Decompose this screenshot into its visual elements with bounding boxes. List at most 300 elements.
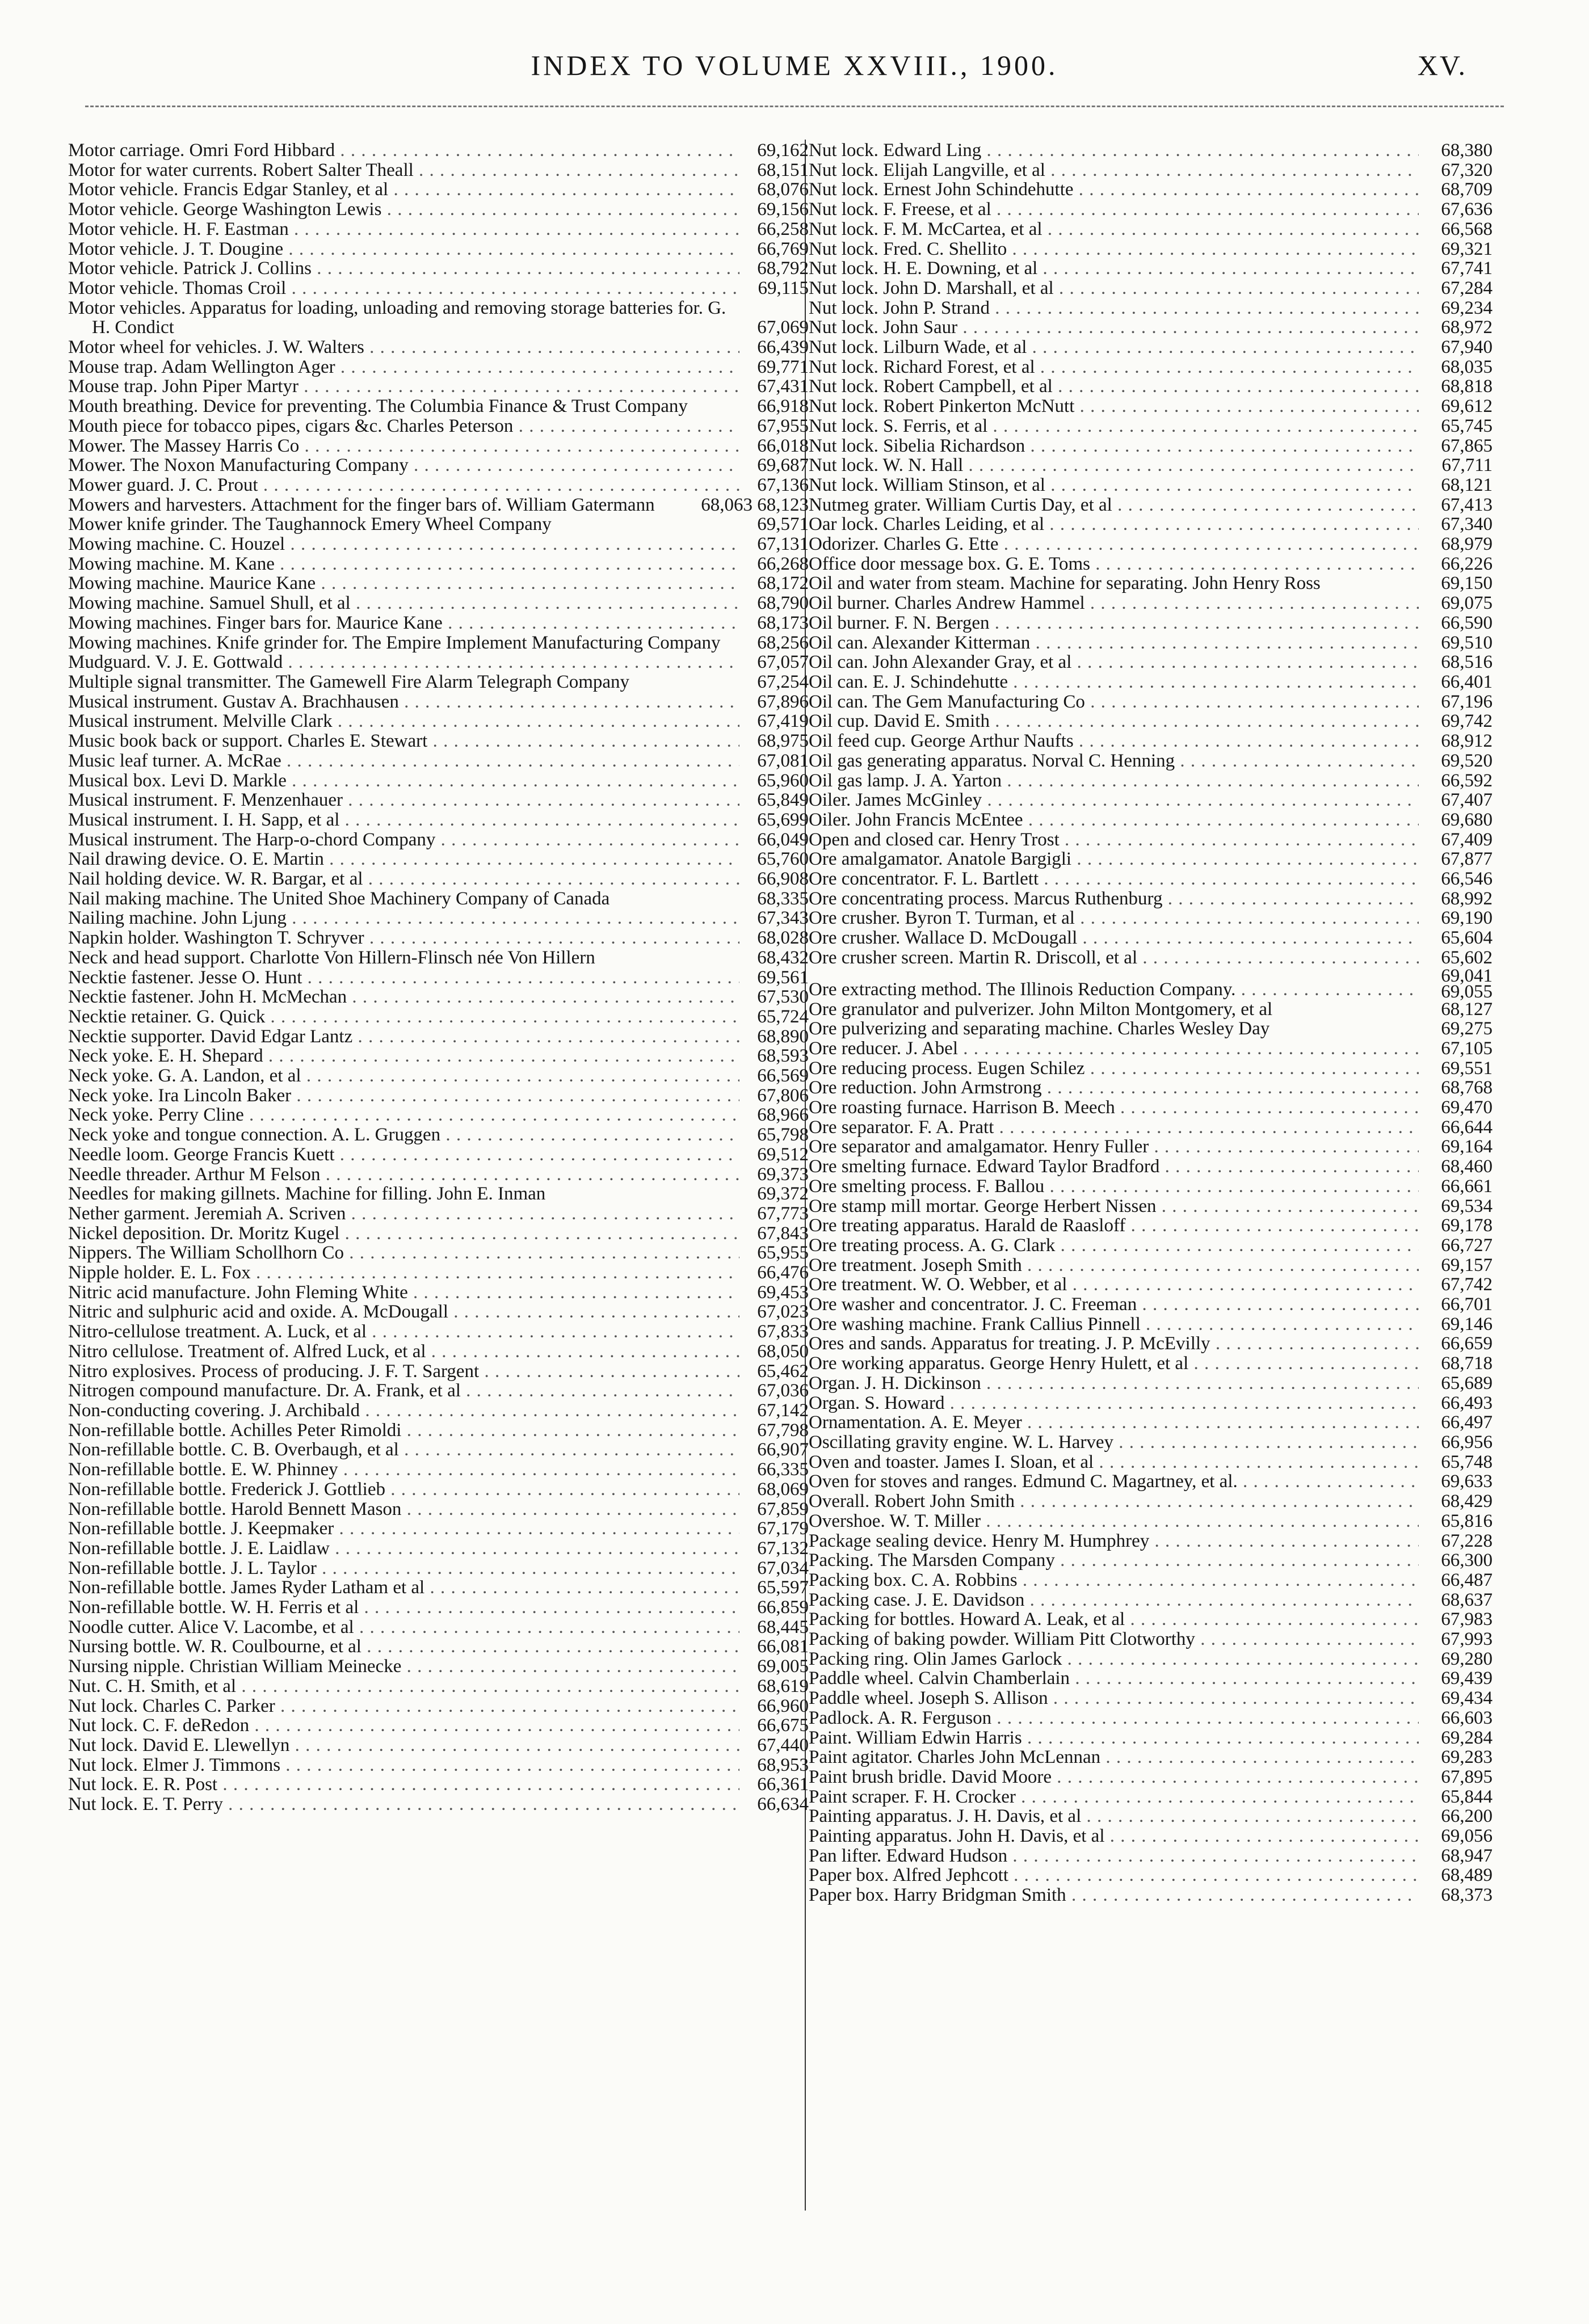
patent-number: 66,476 [757, 1262, 809, 1283]
index-entry [68, 1105, 809, 1125]
entry-text: Mowers and harvesters. Attachment for the finger bars of. William Gatermann [68, 495, 655, 515]
index-entry [68, 731, 809, 751]
patent-number: 66,018 [757, 435, 809, 456]
entry-text: Nut lock. Sibelia Richardson . . . [809, 436, 1419, 456]
patent-number: 69,284 [1441, 1727, 1493, 1748]
patent-number-first: 69,041 [1441, 965, 1493, 986]
patent-number: 67,843 [757, 1223, 809, 1244]
entry-text: Painting apparatus. J. H. Davis, et al . . . [809, 1807, 1419, 1826]
entry-text: Needles for making gillnets. Machine for filling. John E. Inman [68, 1184, 546, 1204]
entry-text: Motor vehicles. Apparatus for loading, unloading and removing storage batteries for. G. H. Condict [68, 298, 726, 338]
index-entry [809, 1334, 1493, 1354]
patent-number: 66,258 [757, 218, 809, 239]
patent-number: 66,908 [757, 869, 809, 890]
patent-number: 69,520 [1441, 750, 1493, 771]
patent-number: 66,661 [1441, 1176, 1493, 1197]
entry-text: Neck yoke and tongue connection. A. L. Gruggen . . . [68, 1125, 739, 1145]
patent-number: 69,439 [1441, 1668, 1493, 1689]
patent-number: 67,741 [1441, 258, 1493, 279]
index-entry [809, 1826, 1493, 1846]
index-entry [809, 338, 1493, 357]
index-entry [809, 1393, 1493, 1413]
entry-text: Nut lock. John P. Strand . . . [809, 298, 1419, 318]
index-entry [68, 1500, 809, 1519]
index-entry [809, 1728, 1493, 1748]
index-entry [68, 1559, 809, 1578]
index-entry [68, 810, 809, 830]
patent-number: 67,407 [1441, 790, 1493, 811]
index-entry [68, 593, 809, 613]
entry-text: Nitro explosives. Process of producing. J. F. T. Sargent . . . [68, 1362, 739, 1382]
index-entry [68, 141, 809, 161]
index-entry [809, 239, 1493, 259]
index-entry [68, 338, 809, 357]
patent-number: 67,711 [1441, 455, 1493, 476]
entry-text: Nut lock. Charles C. Parker . . . [68, 1696, 739, 1716]
index-entry [68, 574, 809, 593]
patent-number: 67,419 [757, 711, 809, 732]
patent-number: 68,373 [1441, 1885, 1493, 1906]
index-entry [68, 1539, 809, 1559]
entry-text: Nut lock. John Saur . . . [809, 318, 1419, 338]
entry-text: Nitro-cellulose treatment. A. Luck, et al . . . [68, 1322, 739, 1342]
entry-text: Motor wheel for vehicles. J. W. Walters . . . [68, 338, 739, 357]
entry-text: Nut lock. E. R. Post . . . [68, 1775, 739, 1795]
index-entry [809, 889, 1493, 909]
entry-text: Paddle wheel. Joseph S. Allison . . . [809, 1689, 1419, 1708]
entry-text: Napkin holder. Washington T. Schryver . . . [68, 928, 739, 948]
entry-text: Painting apparatus. John H. Davis, et al . . . [809, 1826, 1419, 1846]
index-entry [68, 1677, 809, 1696]
entry-text: Padlock. A. R. Ferguson . . . [809, 1708, 1419, 1728]
patent-number: 65,760 [757, 849, 809, 870]
index-entry [68, 1618, 809, 1637]
entry-text: Nut lock. H. E. Downing, et al . . . [809, 259, 1419, 279]
patent-number: 69,190 [1441, 908, 1493, 929]
index-entry [68, 180, 809, 200]
patent-number: 68,619 [757, 1675, 809, 1696]
patent-number: 66,546 [1441, 869, 1493, 890]
patent-number: 67,833 [757, 1321, 809, 1342]
index-entry [809, 397, 1493, 416]
index-entry [809, 1197, 1493, 1216]
patent-number: 68,256 [757, 632, 809, 653]
index-entry [809, 161, 1493, 180]
patent-number: 67,636 [1441, 199, 1493, 220]
patent-number: 69,162 [757, 140, 809, 161]
header-rule [85, 106, 1504, 107]
index-entry [68, 889, 809, 909]
entry-text: Motor vehicle. J. T. Dougine . . . [68, 239, 739, 259]
index-entry [809, 180, 1493, 200]
patent-number: 66,493 [1441, 1392, 1493, 1413]
entry-text: Mower. The Massey Harris Co . . . [68, 436, 739, 456]
entry-text: Packing of baking powder. William Pitt Clotworthy . . . [809, 1630, 1419, 1649]
index-entry [68, 1224, 809, 1244]
entry-text: Package sealing device. Henry M. Humphrey . . . [809, 1531, 1419, 1551]
entry-text: Ore separator. F. A. Pratt . . . [809, 1118, 1419, 1138]
entry-text: Packing box. C. A. Robbins . . . [809, 1571, 1419, 1590]
patent-number: 69,283 [1441, 1747, 1493, 1768]
entry-text: Oil gas lamp. J. A. Yarton . . . [809, 771, 1419, 791]
patent-number: 67,440 [757, 1734, 809, 1755]
patent-number: 68,792 [757, 258, 809, 279]
patent-number: 68,912 [1441, 731, 1493, 752]
entry-text: Non-conducting covering. J. Archibald . . . [68, 1401, 739, 1421]
patent-number: 65,724 [757, 1006, 809, 1027]
patent-number: 68,429 [1441, 1491, 1493, 1512]
index-entry [809, 751, 1493, 771]
patent-number: 67,865 [1441, 435, 1493, 456]
index-entry [68, 397, 809, 416]
patent-number: 65,689 [1441, 1372, 1493, 1393]
index-entry [809, 1669, 1493, 1689]
index-entry [68, 1027, 809, 1047]
index-entry [68, 711, 809, 731]
entry-text: Oil can. John Alexander Gray, et al . . . [809, 652, 1419, 672]
entry-text: Open and closed car. Henry Trost . . . [809, 830, 1419, 850]
entry-text: Non-refillable bottle. W. H. Ferris et al . . . [68, 1598, 739, 1618]
entry-text: Nut. C. H. Smith, et al . . . [68, 1677, 739, 1696]
entry-text: Oil and water from steam. Machine for separating. John Henry Ross [809, 574, 1321, 594]
patent-number: 67,023 [757, 1302, 809, 1323]
patent-number: 66,590 [1441, 612, 1493, 633]
patent-number: 68,335 [757, 888, 809, 909]
index-entry [68, 554, 809, 574]
patent-number: 69,005 [757, 1656, 809, 1677]
patent-number: 65,597 [757, 1577, 809, 1598]
index-entry [809, 515, 1493, 534]
patent-number: 65,955 [757, 1243, 809, 1264]
patent-number: 69,164 [1441, 1136, 1493, 1157]
index-entry [809, 1590, 1493, 1610]
index-entry [68, 377, 809, 397]
index-entry [68, 1283, 809, 1303]
entry-text: Ore washing machine. Frank Callius Pinnell . . . [809, 1315, 1419, 1334]
index-entry [68, 1440, 809, 1460]
patent-number: 68,966 [757, 1105, 809, 1126]
patent-number: 68,121 [1441, 474, 1493, 495]
entry-text: Ores and sands. Apparatus for treating. J. P. McEvilly . . . [809, 1334, 1419, 1354]
entry-text: Ore washer and concentrator. J. C. Freeman . . . [809, 1295, 1419, 1315]
index-entry [809, 633, 1493, 653]
index-entry [809, 1492, 1493, 1512]
index-entry [809, 1137, 1493, 1157]
entry-text: Nut lock. E. T. Perry . . . [68, 1795, 739, 1814]
index-entry [809, 672, 1493, 692]
index-entry [809, 810, 1493, 830]
entry-text: Nut lock. Lilburn Wade, et al . . . [809, 338, 1419, 357]
entry-text: Mowing machine. Samuel Shull, et al . . . [68, 593, 739, 613]
index-entry [809, 1039, 1493, 1059]
index-entry [68, 1125, 809, 1145]
entry-text: Packing ring. Olin James Garlock . . . [809, 1649, 1419, 1669]
index-entry [68, 1795, 809, 1814]
index-entry [809, 475, 1493, 495]
patent-number: 66,675 [757, 1715, 809, 1736]
entry-text: Non-refillable bottle. Achilles Peter Rimoldi . . . [68, 1421, 739, 1441]
entry-text: Nut lock. Edward Ling . . . [809, 141, 1419, 161]
entry-text: Paint agitator. Charles John McLennan . . . [809, 1748, 1419, 1767]
patent-number: 67,081 [757, 750, 809, 771]
index-entry [68, 1046, 809, 1066]
patent-number: 66,956 [1441, 1432, 1493, 1452]
index-entry [68, 613, 809, 633]
patent-number: 66,644 [1441, 1117, 1493, 1138]
index-entry [809, 357, 1493, 377]
entry-text: Nut lock. Richard Forest, et al . . . [809, 357, 1419, 377]
patent-number: 65,960 [757, 770, 809, 791]
index-entry [809, 436, 1493, 456]
index-entry [809, 1118, 1493, 1138]
index-entry [809, 1885, 1493, 1905]
entry-text: Oil can. E. J. Schindehutte . . . [809, 672, 1419, 692]
entry-text: Ore extracting method. The Illinois Reduction Company. . . . [809, 980, 1419, 1000]
index-entry [68, 1460, 809, 1480]
patent-number: 69,512 [757, 1144, 809, 1165]
entry-text: Nail holding device. W. R. Bargar, et al . . . [68, 869, 739, 889]
index-entry [68, 830, 809, 850]
index-entry [809, 1748, 1493, 1767]
index-entry [809, 1866, 1493, 1885]
entry-text: Nut lock. W. N. Hall . . . [809, 456, 1419, 475]
index-entry [809, 1531, 1493, 1551]
index-entry [809, 830, 1493, 850]
index-entry [68, 1421, 809, 1441]
entry-text: Neck yoke. Ira Lincoln Baker . . . [68, 1086, 739, 1106]
entry-text: Oil feed cup. George Arthur Naufts . . . [809, 731, 1419, 751]
index-entry [809, 1078, 1493, 1098]
patent-number: 66,401 [1441, 671, 1493, 692]
index-entry [809, 141, 1493, 161]
index-entry [68, 1637, 809, 1657]
entry-text: Mouth breathing. Device for preventing. The Columbia Finance & Trust Company [68, 397, 688, 416]
index-entry [68, 1243, 809, 1263]
patent-number: 66,592 [1441, 770, 1493, 791]
entry-text: Needle threader. Arthur M Felson . . . [68, 1165, 739, 1185]
patent-number: 68,709 [1441, 179, 1493, 200]
patent-number: 69,156 [757, 199, 809, 220]
entry-text: Nitric and sulphuric acid and oxide. A. McDougall . . . [68, 1302, 739, 1322]
patent-number: 68,593 [757, 1046, 809, 1067]
patent-number: 67,955 [757, 415, 809, 436]
entry-text: Nursing bottle. W. R. Coulbourne, et al . . . [68, 1637, 739, 1657]
page-number: XV. [1417, 49, 1467, 81]
patent-number: 65,844 [1441, 1786, 1493, 1807]
patent-number: 67,131 [757, 534, 809, 555]
entry-text: Ore treating apparatus. Harald de Raasloff . . . [809, 1216, 1419, 1236]
patent-number: 67,036 [757, 1380, 809, 1401]
patent-number: 67,798 [757, 1420, 809, 1441]
index-entry [68, 1263, 809, 1283]
patent-number: 65,748 [1441, 1451, 1493, 1472]
entry-text: Motor carriage. Omri Ford Hibbard . . . [68, 141, 739, 161]
patent-number: 68,890 [757, 1026, 809, 1047]
index-entry [68, 475, 809, 495]
right-column [809, 141, 1493, 1905]
index-entry [809, 200, 1493, 220]
index-entry [809, 220, 1493, 239]
entry-text: Ore granulator and pulverizer. John Milton Montgomery, et al [809, 999, 1273, 1020]
entry-text: Oil can. Alexander Kitterman . . . [809, 633, 1419, 653]
patent-number: 66,439 [757, 337, 809, 358]
index-entry [809, 1256, 1493, 1275]
entry-text: Music leaf turner. A. McRae . . . [68, 751, 739, 771]
patent-number: 69,373 [757, 1164, 809, 1185]
index-entry [809, 1767, 1493, 1787]
entry-text: Oil gas generating apparatus. Norval C. Henning . . . [809, 751, 1419, 771]
index-entry [68, 1519, 809, 1539]
index-entry [68, 948, 809, 968]
patent-number: 69,115 [758, 277, 809, 298]
entry-text: Ore roasting furnace. Harrison B. Meech . . . [809, 1098, 1419, 1118]
entry-text: Nether garment. Jeremiah A. Scriven . . . [68, 1204, 739, 1224]
index-entry [809, 574, 1493, 593]
index-entry [68, 515, 809, 534]
entry-text: Paper box. Harry Bridgman Smith . . . [809, 1885, 1419, 1905]
entry-text: Nut lock. Ernest John Schindehutte . . . [809, 180, 1419, 200]
entry-text: Mower. The Noxon Manufacturing Company . . . [68, 456, 739, 475]
index-entry [809, 1708, 1493, 1728]
index-entry [809, 790, 1493, 810]
entry-text: Ore amalgamator. Anatole Bargigli . . . [809, 849, 1419, 869]
entry-text: Necktie retainer. G. Quick . . . [68, 1007, 739, 1027]
entry-text: Musical instrument. F. Menzenhauer . . . [68, 790, 739, 810]
patent-number: 66,727 [1441, 1235, 1493, 1256]
patent-number: 68,173 [757, 612, 809, 633]
patent-number: 68,818 [1441, 376, 1493, 397]
index-entry [809, 259, 1493, 279]
entry-text: Odorizer. Charles G. Ette . . . [809, 534, 1419, 554]
entry-text: Oven for stoves and ranges. Edmund C. Magartney, et al. . . . [809, 1472, 1419, 1492]
patent-number [1424, 965, 1493, 1002]
index-entry [68, 456, 809, 475]
patent-number: 69,150 [1441, 573, 1493, 594]
entry-text: Motor vehicle. Thomas Croil . . . [68, 279, 739, 298]
entry-text: Ore stamp mill mortar. George Herbert Nissen . . . [809, 1197, 1419, 1216]
patent-number: 67,136 [757, 474, 809, 495]
index-entry [68, 1007, 809, 1027]
index-entry [68, 1775, 809, 1795]
entry-text: Nickel deposition. Dr. Moritz Kugel . . . [68, 1224, 739, 1244]
patent-number: 66,659 [1441, 1333, 1493, 1354]
patent-number: 66,907 [757, 1439, 809, 1460]
index-entry [68, 751, 809, 771]
index-entry [68, 534, 809, 554]
entry-text: Mudguard. V. J. E. Gottwald . . . [68, 652, 739, 672]
patent-number: 69,771 [757, 356, 809, 377]
index-entry [809, 495, 1493, 515]
patent-number: 67,409 [1441, 829, 1493, 850]
patent-number: 69,234 [1441, 297, 1493, 318]
patent-number-second: 69,055 [1441, 981, 1493, 1002]
left-column [68, 141, 809, 1814]
patent-number: 66,603 [1441, 1707, 1493, 1728]
index-entry [68, 1716, 809, 1736]
patent-number: 67,806 [757, 1085, 809, 1106]
index-entry [809, 1177, 1493, 1197]
entry-text: Non-refillable bottle. J. L. Taylor . . . [68, 1559, 739, 1578]
patent-number: 67,896 [757, 691, 809, 712]
entry-text: Packing for bottles. Howard A. Leak, et al . . . [809, 1610, 1419, 1630]
patent-number: 69,157 [1441, 1254, 1493, 1275]
index-entry [809, 1610, 1493, 1630]
patent-number: 68,028 [757, 928, 809, 949]
index-entry [809, 534, 1493, 554]
entry-text: Non-refillable bottle. Harold Bennett Mason . . . [68, 1500, 739, 1519]
index-entry [809, 652, 1493, 672]
patent-number: 68,947 [1441, 1845, 1493, 1866]
entry-text: Ore smelting furnace. Edward Taylor Bradford . . . [809, 1157, 1419, 1177]
index-entry [68, 220, 809, 239]
patent-number: 68,979 [1441, 534, 1493, 555]
patent-number: 69,056 [1441, 1826, 1493, 1847]
patent-number: 69,321 [1441, 238, 1493, 259]
patent-number: 65,602 [1441, 947, 1493, 968]
index-entry [68, 1086, 809, 1106]
entry-text: Mowing machines. Finger bars for. Maurice Kane . . . [68, 613, 739, 633]
index-entry [809, 1433, 1493, 1452]
patent-number: 68,975 [757, 731, 809, 752]
index-entry [68, 416, 809, 436]
entry-text: Nut lock. F. M. McCartea, et al . . . [809, 220, 1419, 239]
index-entry [809, 1413, 1493, 1433]
entry-text: Ore treating process. A. G. Clark . . . [809, 1236, 1419, 1256]
entry-text: Necktie supporter. David Edgar Lantz . . . [68, 1027, 739, 1047]
entry-text: Non-refillable bottle. J. Keepmaker . . . [68, 1519, 739, 1539]
entry-text: Mower guard. J. C. Prout . . . [68, 475, 739, 495]
patent-number: 69,561 [757, 967, 809, 988]
patent-number: 67,254 [757, 671, 809, 692]
index-entry [809, 1571, 1493, 1590]
entry-text: Neck and head support. Charlotte Von Hillern-Flinsch née Von Hillern [68, 948, 595, 968]
patent-number: 68,050 [757, 1341, 809, 1362]
entry-text: Motor for water currents. Robert Salter Theall . . . [68, 161, 739, 180]
index-entry [68, 1184, 809, 1204]
index-entry [68, 495, 809, 515]
entry-text: Oven and toaster. James I. Sloan, et al . . . [809, 1452, 1419, 1472]
entry-text: Oil cup. David E. Smith . . . [809, 711, 1419, 731]
index-entry [68, 928, 809, 948]
index-entry [68, 908, 809, 928]
patent-number: 68,972 [1441, 317, 1493, 338]
index-entry [68, 1696, 809, 1716]
patent-number: 66,497 [1441, 1412, 1493, 1433]
patent-number: 65,604 [1441, 928, 1493, 949]
entry-text: Neck yoke. G. A. Landon, et al . . . [68, 1066, 739, 1086]
index-entry [809, 1157, 1493, 1177]
patent-number: 68,718 [1441, 1353, 1493, 1374]
patent-number: 66,960 [757, 1695, 809, 1716]
index-entry [809, 1354, 1493, 1374]
index-entry [68, 1165, 809, 1185]
patent-number: 69,372 [757, 1184, 809, 1205]
entry-text: Nail making machine. The United Shoe Machinery Company of Canada [68, 889, 610, 909]
patent-number: 68,516 [1441, 652, 1493, 673]
entry-text: Non-refillable bottle. E. W. Phinney . . . [68, 1460, 739, 1480]
patent-number: 69,680 [1441, 809, 1493, 830]
index-entry [809, 849, 1493, 869]
entry-text: Organ. J. H. Dickinson . . . [809, 1374, 1419, 1393]
entry-text: Nutmeg grater. William Curtis Day, et al . . . [809, 495, 1419, 515]
patent-number: 67,228 [1441, 1530, 1493, 1551]
entry-text: Ore smelting process. F. Ballou . . . [809, 1177, 1419, 1197]
entry-text: Mowing machine. C. Houzel . . . [68, 534, 739, 554]
patent-number: 67,034 [757, 1557, 809, 1578]
entry-text: Musical box. Levi D. Markle . . . [68, 771, 739, 791]
patent-number: 65,849 [757, 790, 809, 811]
patent-number: 66,081 [757, 1636, 809, 1657]
